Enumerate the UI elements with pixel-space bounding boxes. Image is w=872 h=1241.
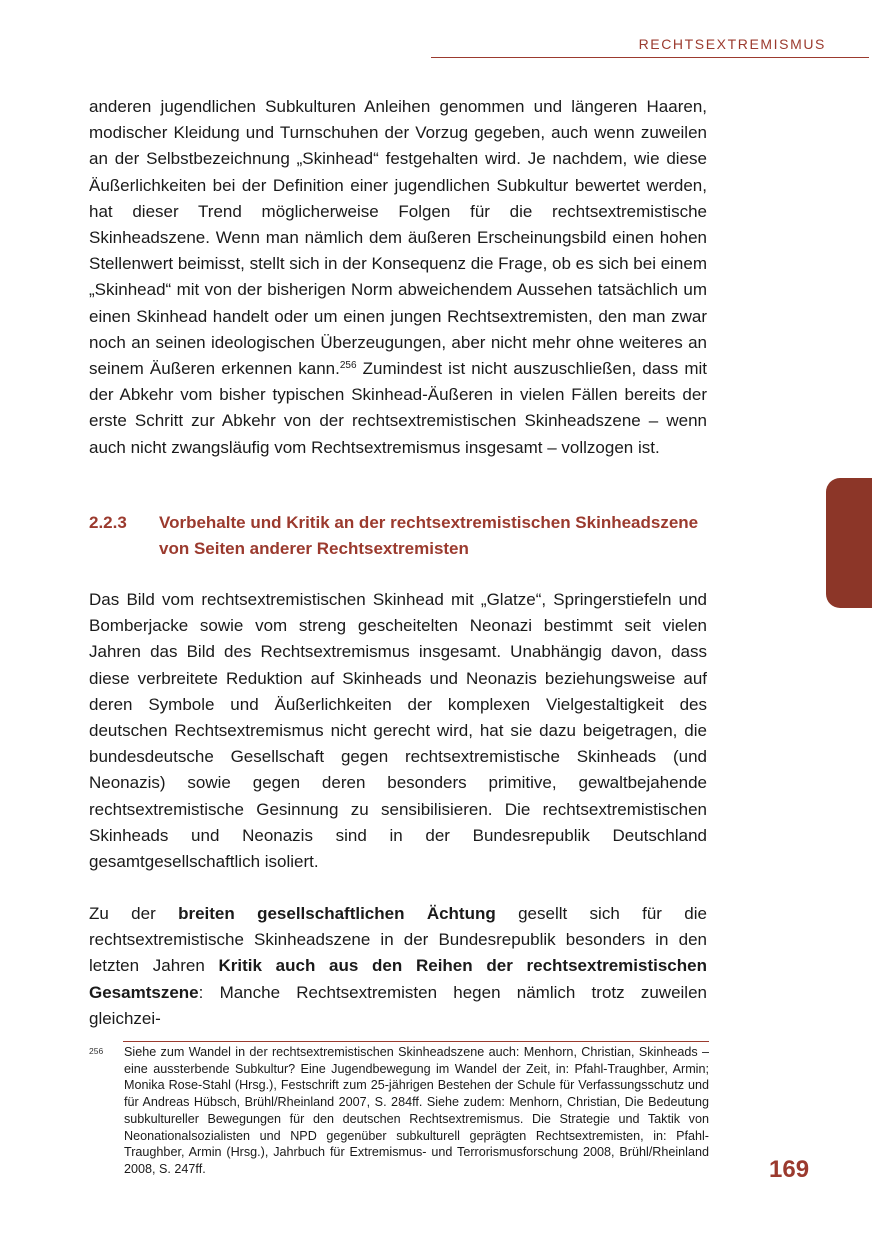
body-paragraph-2: [89, 587, 707, 875]
paragraph-3-part-3: : Manche Rechtsextremisten hegen nämlich trotz zuweilen gleichzei-: [89, 982, 707, 1028]
footnote-rule: [123, 1041, 709, 1042]
paragraph-3-part-2: gesellt sich für die rechtsextremistische Skinheadszene in der Bundesrepublik besonders in den letzten Jahren: [89, 904, 707, 976]
header-rule: [431, 57, 869, 58]
footnote-text: Siehe zum Wandel in der rechtsextremistischen Skinheadszene auch: Menhorn, Christian, Skinheads – eine aussterbende Subkultur? Eine Jugendbewegung im Wandel der Zeit, in: Pfahl-Traughber, Armin; Monika Rose-Stahl (Hrsg.), Festschrift zum 25-jährigen Bestehen der Schule für Verfassungsschutz und für Andreas Hübsch, Brühl/Rheinland 2007, S. 284ff. Siehe zudem: Menhorn, Christian, Die Bedeutung subkultureller Bewegungen für den deutschen Rechtsextremismus. Die Strategie und Taktik von Neonationalsozialisten und NPD gegenüber subkulturell geprägten Rechtsextremisten, in: Pfahl-Traughber, Armin (Hrsg.), Jahrbuch für Extremismus- und Terrorismusforschung 2008, Brühl/Rheinland 2008, S. 247ff.: [124, 1045, 709, 1176]
page-number: 169: [769, 1156, 810, 1183]
body-paragraph-3: [89, 901, 707, 1032]
paragraph-1-continuation: Zumindest ist nicht auszuschließen, dass mit der Abkehr vom bisher typischen Skinhead-Äußeren in vielen Fällen bereits der erste Schritt zur Abkehr von der rechtsextremistischen Skinheadszene – wenn auch nicht zwangsläufig vom Rechtsextremismus insgesamt – vollzogen ist.: [89, 359, 707, 457]
section-number: 2.2.3: [89, 513, 127, 532]
paragraph-3-bold-2: Kritik auch aus den Reihen der rechtsextremistischen Gesamtszene: [89, 956, 707, 1002]
footnote-number: 256: [89, 1046, 104, 1056]
footnote-reference-256[interactable]: 256: [339, 360, 357, 372]
paragraph-2-text: Das Bild vom rechtsextremistischen Skinhead mit „Glatze“, Springerstiefeln und Bomberjacke sowie vom streng gescheitelten Neonazi bestimmt seit vielen Jahren das Bild des Rechtsextremismus insgesamt. Unabhängig davon, dass diese verbreitete Reduktion auf Skinheads und Neonazis beziehungsweise auf deren Symbole und Äußerlichkeiten der komplexen Vielgestaltigkeit des deutschen Rechtsextremismus nicht gerecht wird, hat sie dazu beigetragen, die bundesdeutsche Gesellschaft gegen rechtsextremistische Skinheads (und Neonazis) sowie gegen deren besonders primitive, gewaltbejahende rechtsextremistische Gesinnung zu sensibilisieren. Die rechtsextremistischen Skinheads und Neonazis sind in der Bundesrepublik Deutschland gesamtgesellschaftlich isoliert.: [89, 590, 707, 872]
chapter-side-tab: [826, 478, 872, 608]
body-paragraph-1: [89, 94, 707, 461]
running-header-title: RECHTSEXTREMISMUS: [638, 36, 826, 52]
section-heading: [89, 510, 709, 562]
paragraph-3-part-1: Zu der: [89, 904, 179, 923]
paragraph-1-text: anderen jugendlichen Subkulturen Anleihen genommen und längeren Haaren, modischer Kleidung und Turnschuhen der Vorzug gegeben, auch wenn zuweilen an der Selbstbezeichnung „Skinhead“ festgehalten wird. Je nachdem, wie diese Äußerlichkeiten bei der Definition einer jugendlichen Subkultur bewertet werden, hat dieser Trend möglicherweise Folgen für die rechtsextremistische Skinheadszene. Wenn man nämlich dem äußeren Erscheinungsbild einen hohen Stellenwert beimisst, stellt sich in der Konsequenz die Frage, ob es sich bei einem „Skinhead“ mit von der bisherigen Norm abweichendem Aussehen tatsächlich um einen Skinhead handelt oder um einen jungen Rechtsextremisten, den man zwar noch an seinen ideologischen Überzeugungen, aber nicht mehr ohne weiteres an seinem Äußeren erkennen kann.: [89, 97, 707, 379]
section-title: Vorbehalte und Kritik an der rechtsextremistischen Skinheadszene von Seiten anderer Rechtsextremisten: [159, 513, 699, 559]
paragraph-3-bold-1: breiten gesellschaftlichen Ächtung: [178, 904, 496, 923]
